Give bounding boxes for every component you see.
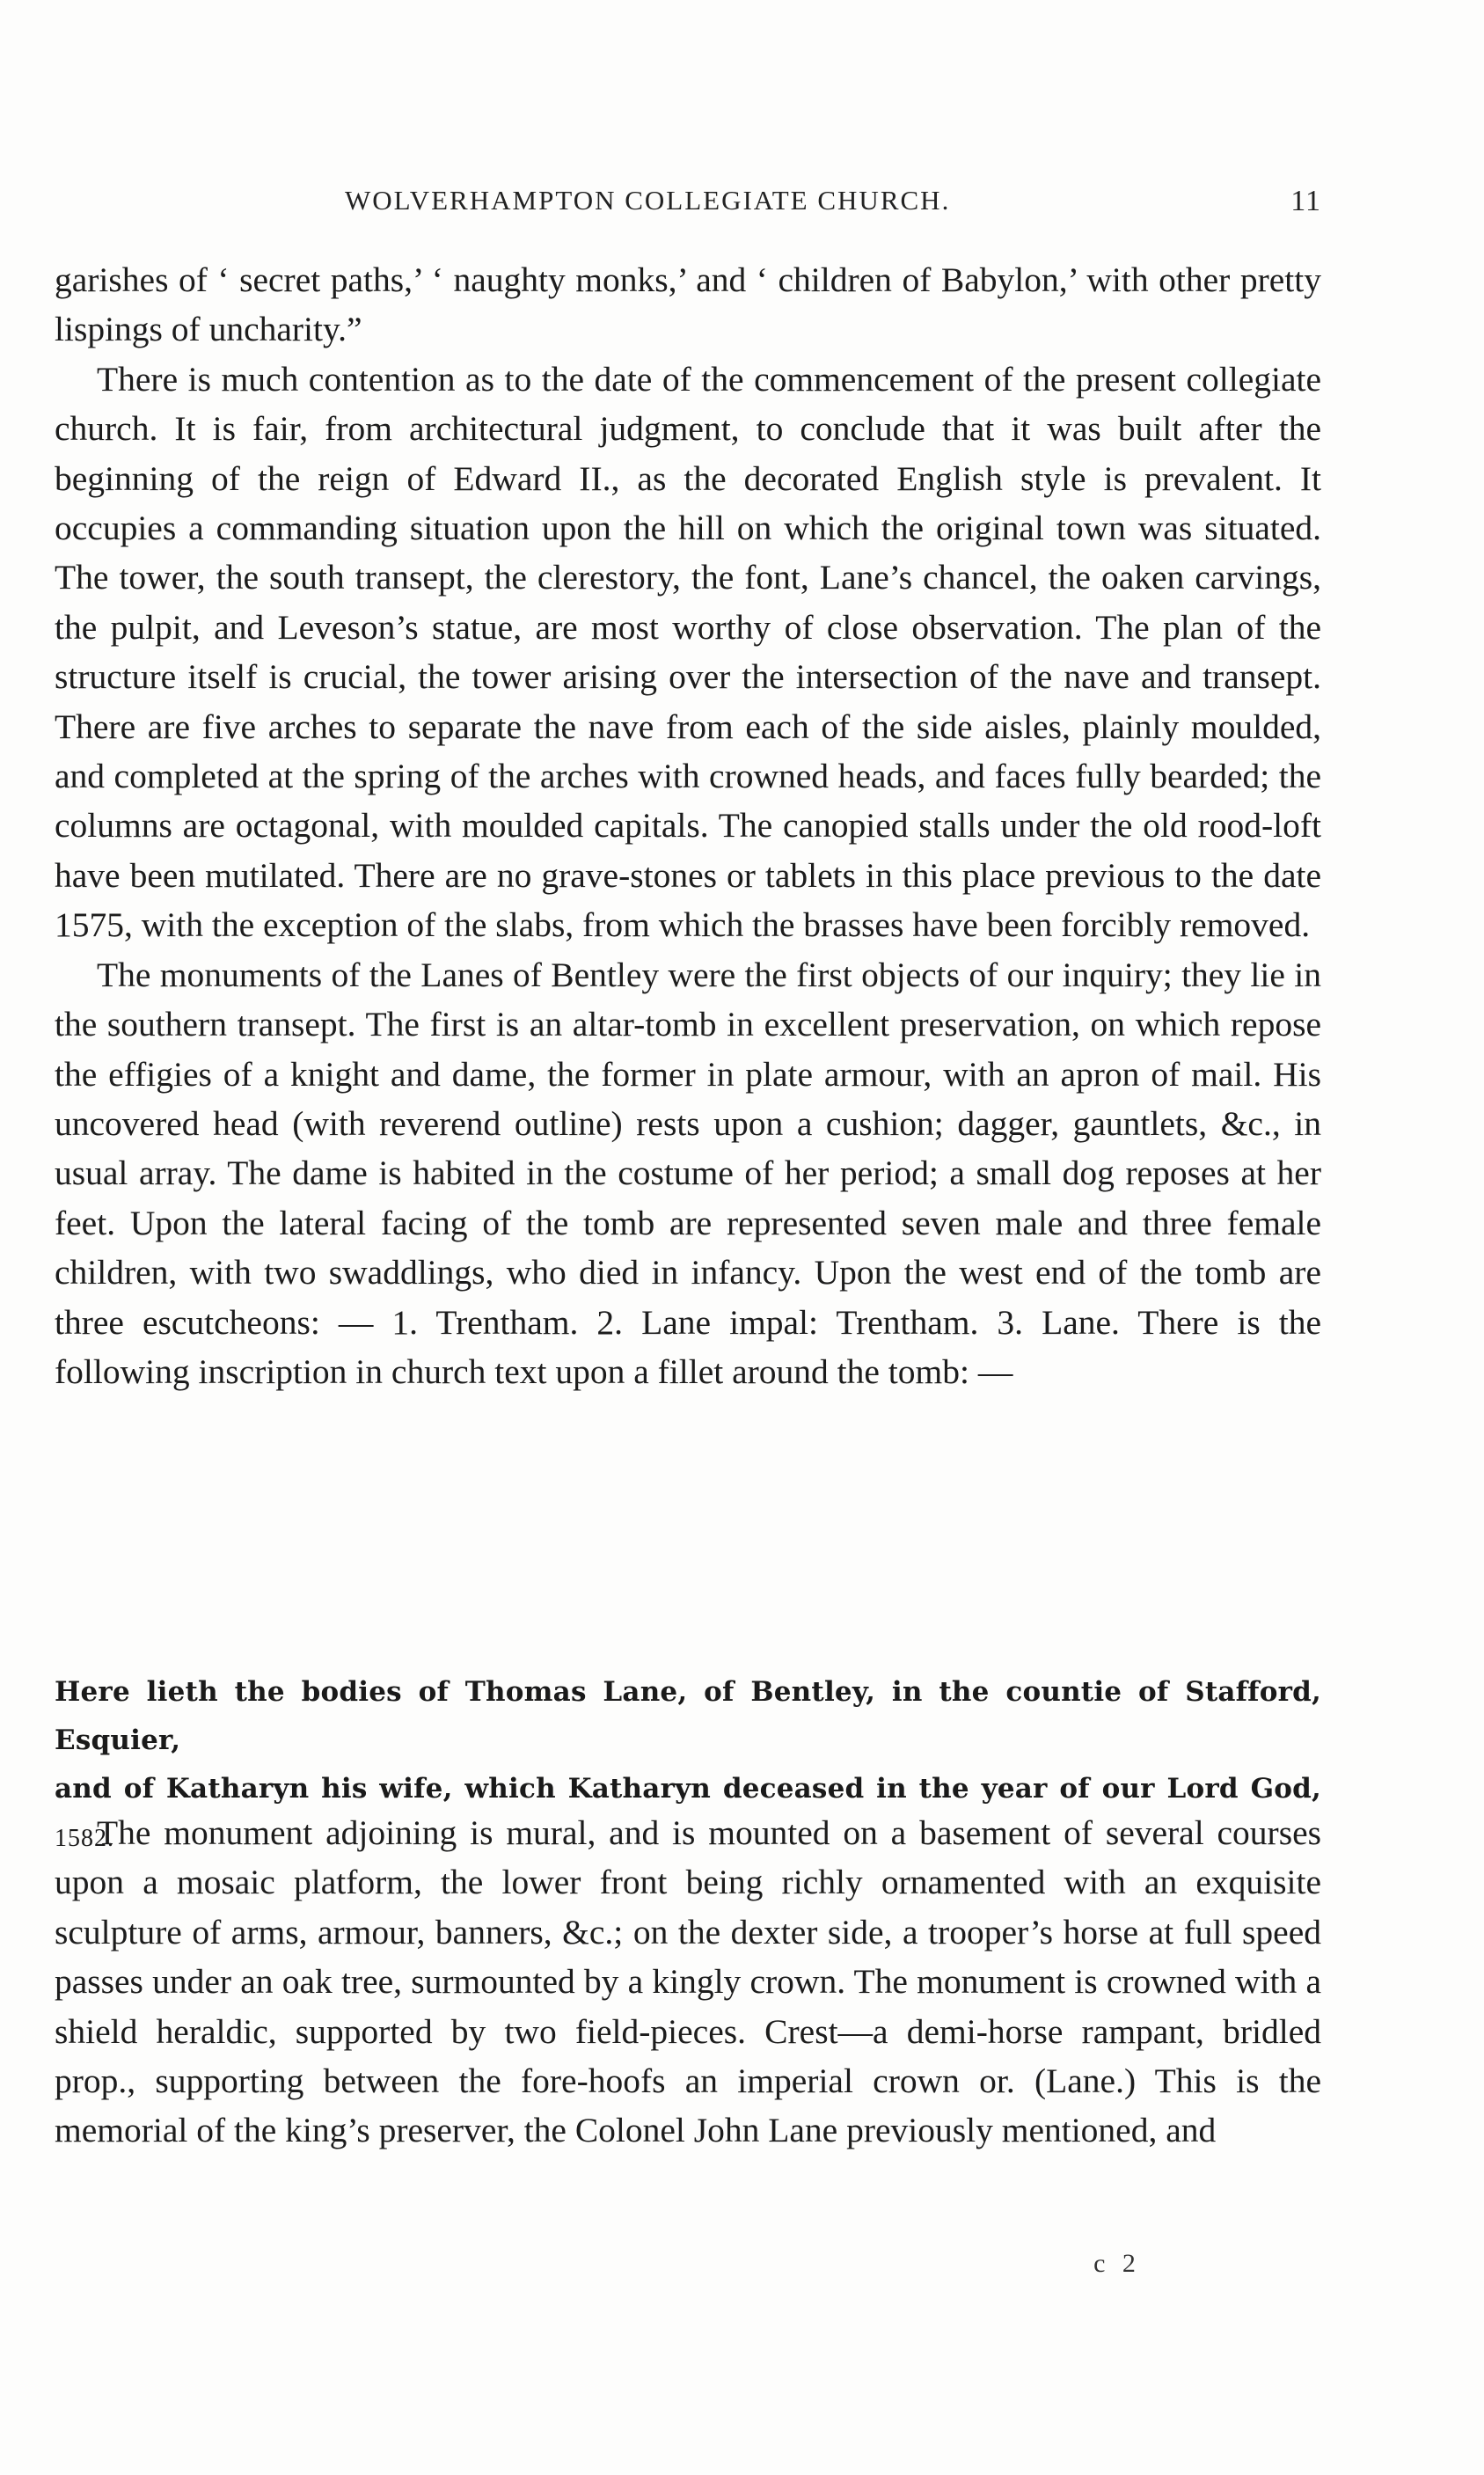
inscription-line-2-text: and of Katharyn his wife, which Katharyn deceased in the year of our Lord God, bbox=[55, 1773, 1321, 1805]
body-text-lower bbox=[55, 1808, 1321, 2156]
running-title: WOLVERHAMPTON COLLEGIATE CHURCH. bbox=[345, 185, 951, 216]
paragraph-lane-monuments: The monuments of the Lanes of Bentley were the first objects of our inquiry; they lie in the southern transept. The first is an altar-tomb in excellent preservation, on which repose the effigies of a knight and dame, the former in plate armour, with an apron of mail. His uncovered head (with reverend outline) rests upon a cushion; dagger, gauntlets, &c., in usual array. The dame is habited in the costume of her period; a small dog reposes at her feet. Upon the lateral facing of the tomb are represented seven male and three female children, with two swaddlings, who died in infancy. Upon the west end of the tomb are three escutcheons: — 1. Trentham. 2. Lane impal: Trentham. 3. Lane. There is the following inscription in church text upon a fillet around the tomb: — bbox=[55, 955, 1321, 1391]
inscription-line-1: Here lieth the bodies of Thomas Lane, of Bentley, in the countie of Stafford, Esquier, bbox=[55, 1676, 1321, 1756]
inscription-year: 1582. bbox=[55, 1825, 114, 1852]
page-number: 11 bbox=[1290, 185, 1321, 217]
signature-mark: c 2 bbox=[1093, 2249, 1141, 2278]
running-header bbox=[345, 185, 1321, 220]
paragraph-collegiate-church: There is much contention as to the date of the commencement of the present collegiate church. It is fair, from architectural judgment, to conclude that it was built after the beginning of the reign of Edward II., as the decorated English style is prevalent. It occupies a commanding situation upon the hill on which the original town was situated. The tower, the south transept, the clerestory, the font, Lane’s chancel, the oaken carvings, the pulpit, and Leveson’s statue, are most worthy of close observation. The plan of the structure itself is crucial, the tower arising over the intersection of the nave and transept. There are five arches to separate the nave from each of the side aisles, plainly moulded, and completed at the spring of the arches with crowned heads, and faces fully bearded; the columns are octagonal, with moulded capitals. The canopied stalls under the old rood-loft have been mutilated. There are no grave-stones or tablets in this place previous to the date 1575, with the exception of the slabs, from which the brasses have been forcibly removed. bbox=[55, 359, 1321, 945]
paragraph-continued: garishes of ‘ secret paths,’ ‘ naughty monks,’ and ‘ children of Babylon,’ with other pretty lispings of uncharity.” bbox=[55, 260, 1321, 349]
body-text-upper bbox=[55, 255, 1321, 1396]
paragraph-mural-monument: The monument adjoining is mural, and is mounted on a basement of several courses upon a mosaic platform, the lower front being richly ornamented with an exquisite sculpture of arms, armour, banners, &c.; on the dexter side, a trooper’s horse at full speed passes under an oak tree, surmounted by a kingly crown. The monument is crowned with a shield heraldic, supported by two field-pieces. Crest—a demi-horse rampant, bridled prop., supporting between the fore-hoofs an imperial crown or. (Lane.) This is the memorial of the king’s preserver, the Colonel John Lane previously mentioned, and bbox=[55, 1813, 1321, 2150]
